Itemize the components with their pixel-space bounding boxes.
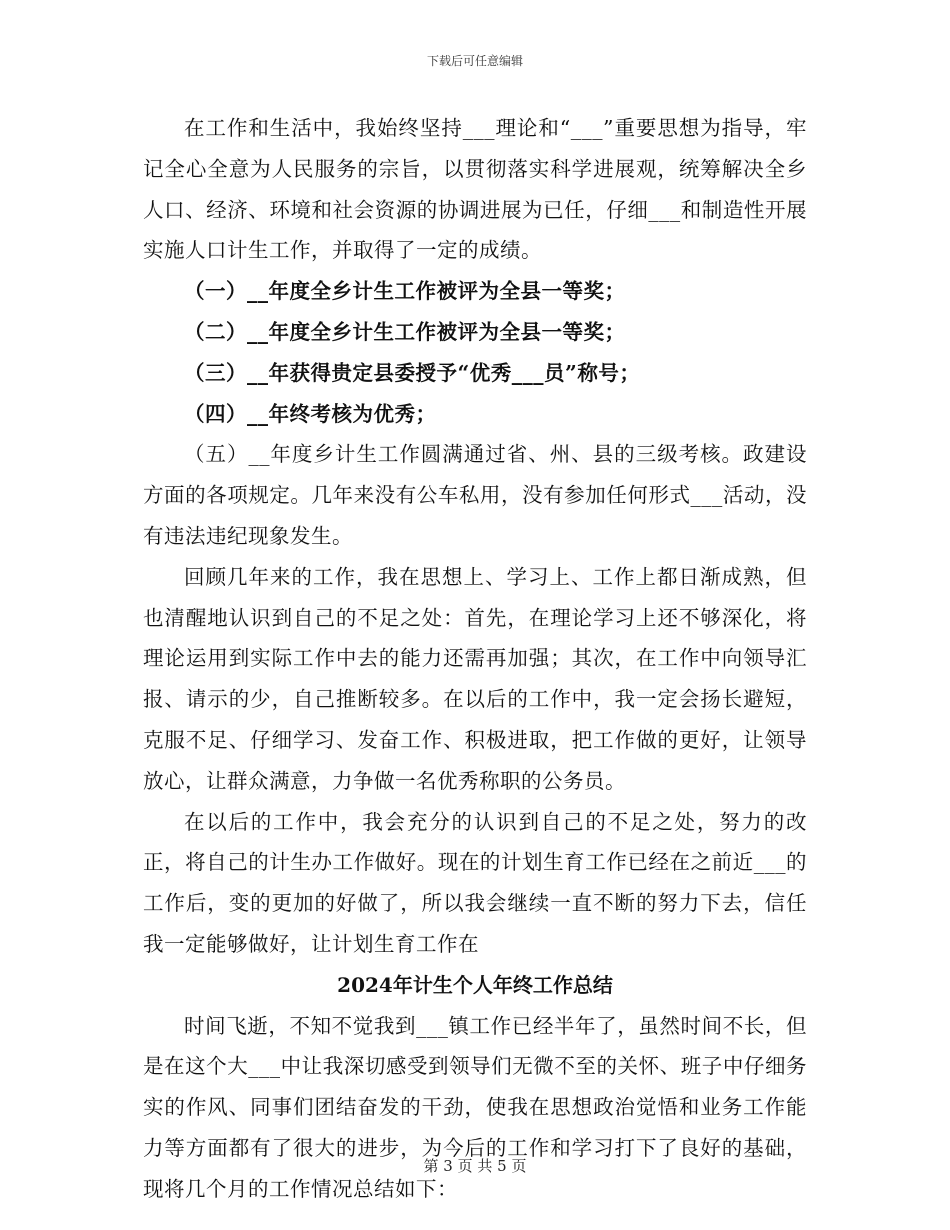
achievement-item-2: （二）__年度全乡计生工作被评为全县一等奖；: [184, 319, 626, 344]
page-header: 下载后可任意编辑: [426, 54, 523, 68]
achievement-item-4: （四）__年终考核为优秀；: [184, 401, 437, 426]
paragraph-intro: 在工作和生活中，我始终坚持___理论和“___”重要思想为指导，牢记全心全意为人民服务的宗旨，以贯彻落实科学进展观，统筹解决全乡人口、经济、环境和社会资源的协调进展为已任，仔细___和制造性开展实施人口计生工作，并取得了一定的成绩。: [143, 116, 807, 263]
achievement-item-1: （一）__年度全乡计生工作被评为全县一等奖；: [184, 279, 626, 304]
paragraph-summary-intro: 时间飞逝，不知不觉我到___镇工作已经半年了，虽然时间不长，但是在这个大___中让我深切感受到领导们无微不至的关怀、班子中仔细务实的作风、同事们团结奋发的干劲，使我在思想政治觉悟和业务工作能力等方面都有了很大的进步，为今后的工作和学习打下了良好的基础，现将几个月的工作情况总结如下：: [143, 1013, 807, 1201]
page-footer: 第 3 页 共 5 页: [423, 1157, 527, 1175]
paragraph-outlook: 在以后的工作中，我会充分的认识到自己的不足之处，努力的改正，将自己的计生办工作做好。现在的计划生育工作已经在之前近___的工作后，变的更加的好做了，所以我会继续一直不断的努力下去，信任我一定能够做好，让计划生育工作在: [143, 809, 807, 956]
achievement-item-5: （五）__年度乡计生工作圆满通过省、州、县的三级考核。政建设方面的各项规定。几年来没有公车私用，没有参加任何形式___活动，没有违法违纪现象发生。: [143, 442, 807, 548]
section-title: 2024年计生个人年终工作总结: [337, 972, 613, 997]
document-body: [143, 108, 807, 1210]
achievement-item-3: （三）__年获得贵定县委授予“优秀___员”称号；: [184, 360, 641, 385]
paragraph-review: 回顾几年来的工作，我在思想上、学习上、工作上都日渐成熟，但也清醒地认识到自己的不足之处：首先，在理论学习上还不够深化，将理论运用到实际工作中去的能力还需再加强；其次，在工作中向领导汇报、请示的少，自己推断较多。在以后的工作中，我一定会扬长避短，克服不足、仔细学习、发奋工作、积极进取，把工作做的更好，让领导放心，让群众满意，力争做一名优秀称职的公务员。: [143, 564, 807, 793]
